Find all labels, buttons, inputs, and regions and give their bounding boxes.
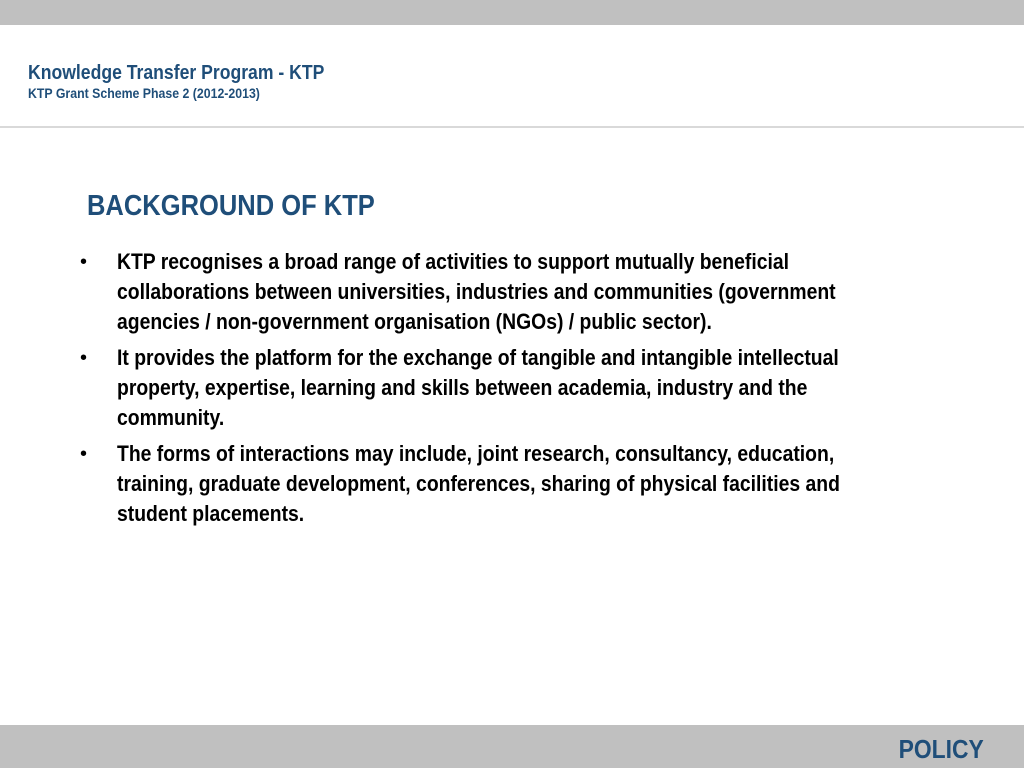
footer-label: POLICY	[898, 734, 984, 764]
bullet-icon: •	[80, 251, 88, 273]
bullet-text: The forms of interactions may include, joint research, consultancy, education, training, graduate development, conferences, sharing of physical facilities and student placements.	[117, 441, 840, 526]
bullet-icon: •	[80, 443, 88, 465]
bullet-icon: •	[80, 347, 88, 369]
bullet-item	[80, 439, 920, 529]
header-subtitle: KTP Grant Scheme Phase 2 (2012-2013)	[28, 85, 260, 101]
footer-bar	[0, 725, 1024, 768]
bullet-item	[80, 247, 920, 337]
bullet-item	[80, 343, 920, 433]
slide-header	[28, 61, 365, 102]
bullet-text: KTP recognises a broad range of activities to support mutually beneficial collaborations between universities, industries and communities (government agencies / non-government organisation (NGOs) / public sector).	[117, 249, 836, 334]
top-bar	[0, 0, 1024, 25]
section-heading: BACKGROUND OF KTP	[87, 190, 375, 222]
header-divider	[0, 126, 1024, 128]
header-title: Knowledge Transfer Program - KTP	[28, 62, 325, 84]
bullet-text: It provides the platform for the exchange of tangible and intangible intellectual property, expertise, learning and skills between academia, industry and the community.	[117, 345, 839, 430]
bullet-list	[80, 247, 920, 535]
